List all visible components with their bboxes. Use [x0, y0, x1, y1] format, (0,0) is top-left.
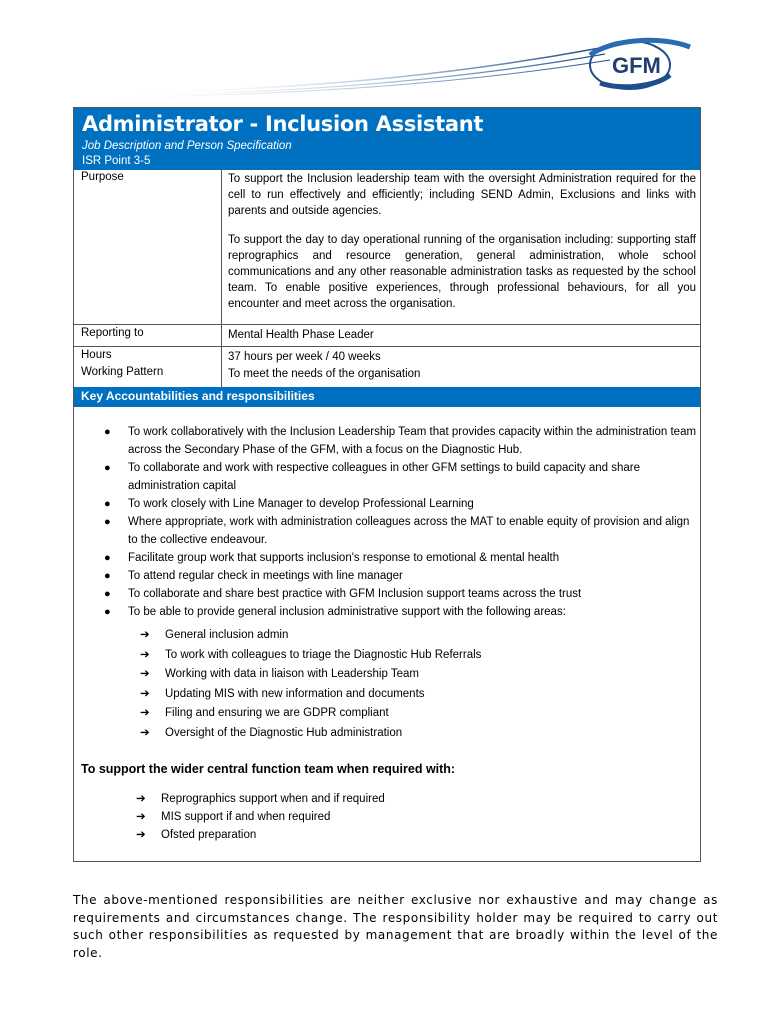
bullet-icon: ●: [104, 462, 111, 474]
working-pattern-label: Working Pattern: [81, 366, 164, 378]
wider-support-title: To support the wider central function team when required with:: [81, 762, 456, 776]
support-areas-list: [140, 626, 660, 743]
page-title: Administrator - Inclusion Assistant: [82, 112, 484, 136]
purpose-paragraph-1: To support the Inclusion leadership team with the oversight Administration required for the cell to run effectively and efficiently; including SEND Admin, Exclusions and links with parents and outside agencies.: [228, 173, 696, 217]
isr-point: ISR Point 3-5: [82, 155, 151, 167]
arrow-icon: ➔: [140, 668, 150, 680]
reporting-value: Mental Health Phase Leader: [228, 329, 374, 341]
wider-support-list: [136, 790, 656, 844]
accountabilities-list: [100, 423, 700, 621]
list-item: ● Where appropriate, work with administration colleagues across the MAT to enable equity of provision and align to the collective endeavour.: [100, 513, 700, 549]
bullet-icon: ●: [104, 516, 111, 528]
list-item: ➔ To work with colleagues to triage the Diagnostic Hub Referrals: [140, 646, 660, 666]
arrow-icon: ➔: [140, 726, 150, 739]
page-subtitle: Job Description and Person Specification: [82, 140, 292, 152]
list-item: ➔ MIS support if and when required: [136, 808, 656, 826]
list-item: ● To collaborate and work with respective colleagues in other GFM settings to build capacity and share administration capital: [100, 459, 700, 495]
accountabilities-title: Key Accountabilities and responsibilities: [81, 389, 315, 403]
bullet-icon: ●: [104, 552, 111, 564]
bullet-icon: ●: [104, 588, 111, 600]
footer-note: The above-mentioned responsibilities are neither exclusive nor exhaustive and may change as requirements and circumstances change. The responsibility holder may be required to carry out such other responsibilities as requested by management that are broadly within the level of the role.: [73, 893, 718, 960]
purpose-label: Purpose: [81, 171, 124, 183]
bullet-icon: ●: [104, 426, 111, 438]
row-divider: [74, 346, 700, 347]
list-item: ➔ Oversight of the Diagnostic Hub administration: [140, 724, 660, 744]
bullet-icon: ●: [104, 606, 111, 618]
list-item: ● To work collaboratively with the Inclusion Leadership Team that provides capacity within the administration team across the Secondary Phase of the GFM, with a focus on the Diagnostic Hub.: [100, 423, 700, 459]
list-item: ➔ Reprographics support when and if required: [136, 790, 656, 808]
purpose-paragraph-2: To support the day to day operational running of the organisation including: supporting staff reprographics and resource generation, general administration, whole school communications and any other reasonable administration tasks as requested by the school team. To enable positive experiences, through professional behaviours, for all you encounter and meet across the organisation.: [228, 234, 696, 310]
title-band: [74, 108, 700, 170]
table-divider: [221, 170, 222, 387]
gfm-logo: [560, 35, 720, 90]
arrow-icon: ➔: [140, 687, 150, 700]
svg-text:GFM: GFM: [612, 53, 661, 78]
bullet-icon: ●: [104, 570, 111, 582]
row-divider: [74, 324, 700, 325]
job-description-frame: [73, 107, 701, 862]
reporting-label: Reporting to: [81, 327, 144, 339]
list-item: ● To collaborate and share best practice with GFM Inclusion support teams across the trust: [100, 585, 700, 603]
arrow-icon: ➔: [140, 707, 150, 719]
list-item: ➔ Filing and ensuring we are GDPR compliant: [140, 704, 660, 724]
list-item: ● Facilitate group work that supports inclusion's response to emotional & mental health: [100, 549, 700, 567]
arrow-icon: ➔: [136, 829, 146, 841]
list-item: ● To attend regular check in meetings with line manager: [100, 567, 700, 585]
arrow-icon: ➔: [140, 648, 150, 661]
list-item: ➔ Ofsted preparation: [136, 826, 656, 844]
list-item: ➔ Working with data in liaison with Leadership Team: [140, 665, 660, 685]
bullet-icon: ●: [104, 498, 111, 510]
arrow-icon: ➔: [140, 629, 150, 641]
list-item: ➔ Updating MIS with new information and documents: [140, 685, 660, 705]
list-item: ● To be able to provide general inclusion administrative support with the following areas:: [100, 603, 700, 621]
hours-value: 37 hours per week / 40 weeks: [228, 351, 381, 363]
arrow-icon: ➔: [136, 811, 146, 823]
list-item: ● To work closely with Line Manager to develop Professional Learning: [100, 495, 700, 513]
accountabilities-band: [74, 387, 700, 407]
arrow-icon: ➔: [136, 793, 146, 805]
hours-label: Hours: [81, 349, 112, 361]
working-pattern-value: To meet the needs of the organisation: [228, 368, 421, 380]
list-item: ➔ General inclusion admin: [140, 626, 660, 646]
